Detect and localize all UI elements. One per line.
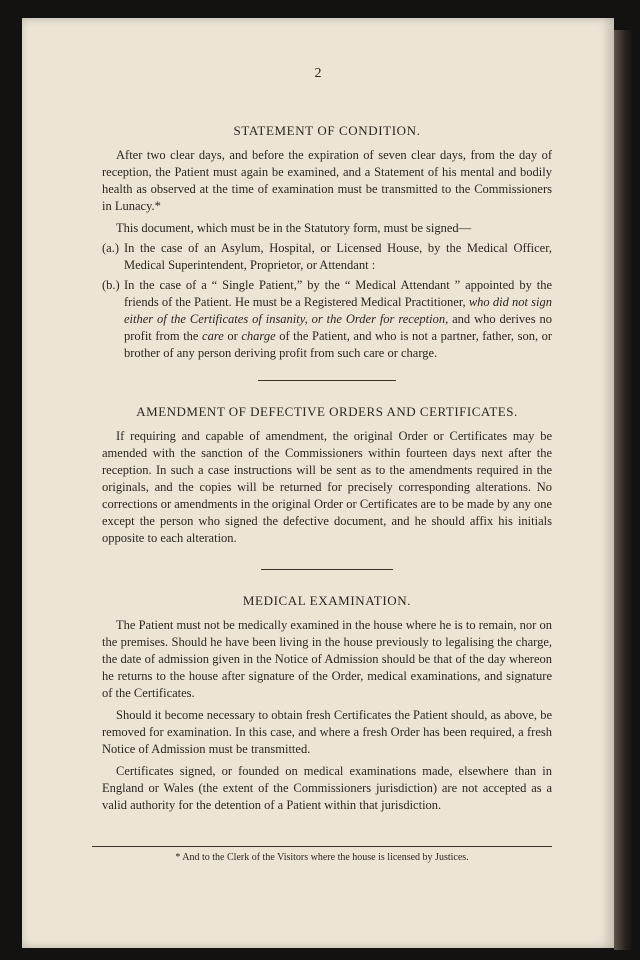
- text-run: and who derives no profit from the: [124, 312, 552, 343]
- paragraph: If requiring and capable of amendment, the original Order or Certificates may be amended with the sanction of the Commissioners within fourteen days next after the reception. In such a case instructions will be sent as to the amendments required in the originals, and the copies will be returned for precisely corresponding alterations. No corrections or amendments in the original Order or Certificates are to be made by any one except the person who signed the defective document, and he should affix his initials opposite to each alteration.: [102, 429, 552, 545]
- section-heading: STATEMENT OF CONDITION.: [233, 123, 421, 138]
- divider: [261, 569, 393, 570]
- section-medical-examination: [102, 592, 552, 814]
- section-amendment: [102, 403, 552, 547]
- list-item-text: In the case of an Asylum, Hospital, or Licensed House, by the Medical Officer, Medical Superintendent, Proprietor, or Attendant :: [124, 241, 552, 272]
- list-item-label: (b.): [102, 278, 120, 292]
- text-run: of the Patient, and who is not a partner, father, son, or brother of any person deriving profit from such care or charge.: [124, 329, 553, 360]
- italic-text: who did not sign either of the Certificates of insanity, or the Order for reception,: [124, 295, 552, 326]
- section-statement-of-condition: [102, 122, 552, 362]
- list-item-label: (a.): [102, 241, 119, 255]
- italic-text: charge: [241, 329, 276, 343]
- document-page: [22, 18, 614, 948]
- text-run: In the case of a “ Single Patient,” by the “ Medical Attendant ” appointed by the friends of the Patient. He must be a Registered Medical Practitioner,: [124, 278, 552, 309]
- footnote-rule: [92, 846, 552, 847]
- divider: [258, 380, 396, 381]
- list-item: [102, 240, 552, 274]
- paragraph: The Patient must not be medically examined in the house where he is to remain, nor on the premises. Should he have been living in the house previously to legalising the charge, the date of admission given in the Notice of Admission should be that of the day whereon he returns to the house after signature of the Order, medical examinations, and signature of the Certificates.: [102, 618, 552, 700]
- paragraph: Certificates signed, or founded on medical examinations made, elsewhere than in England or Wales (the extent of the Commissioners jurisdiction) are not accepted as a valid authority for the detention of a Patient within that jurisdiction.: [102, 764, 552, 812]
- paragraph: After two clear days, and before the expiration of seven clear days, from the day of reception, the Patient must again be examined, and a Statement of his mental and bodily health as observed at the time of examination must be transmitted to the Commissioners in Lunacy.*: [102, 148, 552, 213]
- footnote: * And to the Clerk of the Visitors where the house is licensed by Justices.: [175, 852, 469, 863]
- book-edge: [614, 30, 632, 950]
- paragraph: Should it become necessary to obtain fresh Certificates the Patient should, as above, be removed for examination. In this case, and where a fresh Order has been required, a fresh Notice of Admission must be transmitted.: [102, 708, 552, 756]
- list-item: [102, 277, 552, 362]
- paragraph: This document, which must be in the Statutory form, must be signed—: [116, 221, 472, 235]
- italic-text: care: [202, 329, 224, 343]
- page-number: 2: [314, 66, 322, 81]
- section-heading: MEDICAL EXAMINATION.: [242, 593, 412, 608]
- text-run: or: [227, 329, 238, 343]
- list-item-text: [124, 277, 552, 362]
- section-heading: AMENDMENT OF DEFECTIVE ORDERS AND CERTIFICATES.: [136, 404, 518, 419]
- page-content: [102, 122, 552, 814]
